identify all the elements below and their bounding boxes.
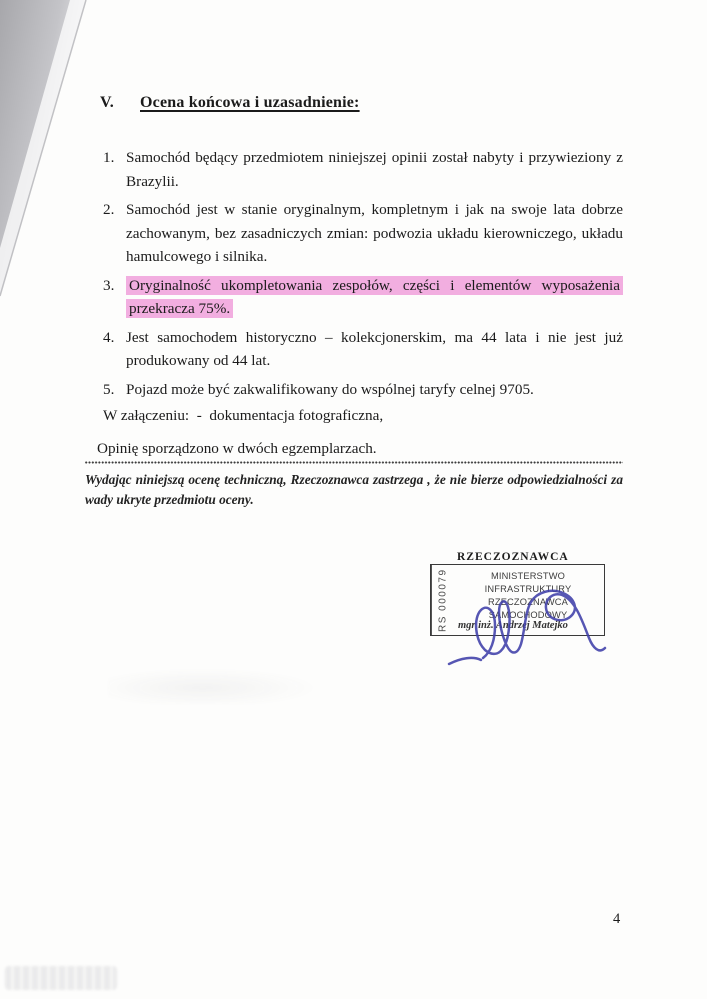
- item-number: 2.: [103, 201, 115, 218]
- scan-smudge: [108, 668, 318, 704]
- page-number: 4: [613, 911, 621, 927]
- item-text: Jest samochodem historyczno – kolekcjonerskim, ma 44 lata i nie jest już produkowany od 44 lat.: [126, 328, 623, 369]
- section-heading: [100, 94, 360, 112]
- disclaimer-note: Wydając niniejszą ocenę techniczną, Rzeczoznawca zastrzega , że nie bierze odpowiedzialności za wady ukryte przedmiotu oceny.: [85, 472, 623, 507]
- folded-corner-artifact: [0, 0, 92, 300]
- expert-stamp: [430, 551, 608, 636]
- item-text: Pojazd może być zakwalifikowany do wspólnej taryfy celnej 9705.: [126, 380, 534, 398]
- item-number: 3.: [103, 276, 115, 294]
- list-item: [103, 146, 623, 193]
- list-item: [103, 274, 623, 321]
- list-item: [103, 326, 623, 373]
- conclusions-list: [103, 146, 623, 406]
- highlighted-text: Oryginalność ukompletowania zespołów, części i elementów wyposażenia przekracza 75%.: [126, 276, 623, 319]
- item-number: 1.: [103, 149, 115, 166]
- watermark: [5, 966, 117, 990]
- list-item: [103, 378, 623, 402]
- section-number: V.: [100, 94, 114, 111]
- dotted-divider: [85, 461, 623, 464]
- stamp-serial-number: RS 000079: [431, 565, 454, 635]
- signature-name: mgr inż. Andrzej Matejko: [458, 620, 568, 631]
- item-number: 4.: [103, 328, 115, 346]
- stamp-text-block: [455, 565, 601, 622]
- stamp-role-line: RZECZOZNAWCA SAMOCHODOWY: [488, 597, 568, 620]
- item-text: [126, 274, 623, 321]
- stamp-ministry-line: MINISTERSTWO INFRASTRUKTURY: [484, 571, 572, 594]
- stamp-title: RZECZOZNAWCA: [457, 551, 569, 563]
- attachment-note: W załączeniu: - dokumentacja fotograficzna,: [103, 407, 384, 424]
- copies-note: Opinię sporządzono w dwóch egzemplarzach.: [97, 440, 377, 457]
- item-number: 5.: [103, 380, 115, 398]
- list-item: [103, 198, 623, 269]
- item-text: Samochód będący przedmiotem niniejszej opinii został nabyty i przywieziony z Brazylii.: [126, 149, 623, 190]
- stamp-box: [430, 564, 605, 636]
- item-text: Samochód jest w stanie oryginalnym, kompletnym i jak na swoje lata dobrze zachowanym, bez zasadniczych zmian: podwozia układu kierowniczego, układu hamulcowego i silnika.: [126, 201, 623, 265]
- section-title: Ocena końcowa i uzasadnienie:: [140, 94, 360, 111]
